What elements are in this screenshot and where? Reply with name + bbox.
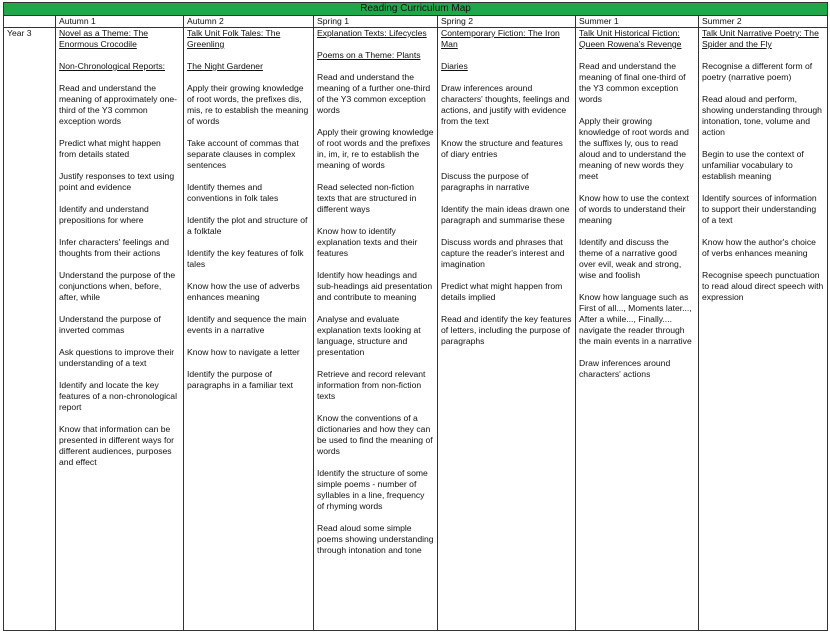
objective-item: Identify how headings and sub-headings aid presentation and contribute to meaning: [317, 270, 433, 302]
objective-item: Ask questions to improve their understanding of a text: [59, 347, 175, 368]
spacer: [317, 61, 434, 72]
corner-cell: [4, 16, 56, 28]
objective-item: Identify the main ideas drawn one paragraph and summarise these: [441, 204, 570, 225]
spacer: [441, 50, 572, 61]
spacer: [441, 72, 572, 83]
spacer: [187, 50, 310, 61]
unit-title: Talk Unit Historical Fiction: Queen Rowena's Revenge: [579, 28, 682, 49]
unit-title: The Night Gardener: [187, 61, 263, 71]
term-cell: [314, 28, 438, 631]
spacer: [579, 50, 695, 61]
term-header: Spring 2: [438, 16, 576, 28]
objective-item: Understand the purpose of inverted commas: [59, 314, 161, 335]
objective-item: Infer characters' feelings and thoughts from their actions: [59, 237, 170, 258]
page-title: Reading Curriculum Map: [4, 3, 828, 16]
objective-item: Draw inferences around characters' thoughts, feelings and actions, and justify with evidence from the text: [441, 83, 570, 126]
objective-item: Identify the key features of folk tales: [187, 248, 304, 269]
term-cell: [438, 28, 576, 631]
objective-item: Know how to navigate a letter: [187, 347, 300, 357]
objective-item: Begin to use the context of unfamiliar vocabulary to establish meaning: [702, 149, 804, 181]
objective-item: Read aloud and perform, showing understanding through intonation, tone, volume and action: [702, 94, 822, 137]
spacer: [59, 50, 180, 61]
objective-item: Identify and sequence the main events in a narrative: [187, 314, 307, 335]
objective-item: Know how to identify explanation texts and their features: [317, 226, 418, 258]
spacer: [317, 39, 434, 50]
unit-title: Talk Unit Narrative Poetry: The Spider and the Fly: [702, 28, 819, 49]
objective-item: Read selected non-fiction texts that are structured in different ways: [317, 182, 417, 214]
title-row: [4, 3, 828, 16]
objective-item: Read and understand the meaning of a further one-third of the Y3 common exception words: [317, 72, 431, 115]
objective-item: Apply their growing knowledge of root words and the prefixes in, im, ir, re to establish the meaning of words: [317, 127, 434, 170]
objective-item: Know how the author's choice of verbs enhances meaning: [702, 237, 816, 258]
objective-item: Know that information can be presented in different ways for different audiences, purposes and effect: [59, 424, 174, 467]
objective-item: Read and understand the meaning of final one-third of the Y3 common exception words: [579, 61, 686, 104]
term-header: Autumn 1: [56, 16, 184, 28]
objective-item: Apply their growing knowledge of root words and the suffixes ly, ous to read aloud and to understand the meaning of new words they meet: [579, 116, 689, 181]
term-cell: [576, 28, 699, 631]
term-header: Autumn 2: [184, 16, 314, 28]
objective-item: Identify the plot and structure of a folktale: [187, 215, 308, 236]
objective-item: Recognise a different form of poetry (narrative poem): [702, 61, 813, 82]
objective-item: Know the conventions of a dictionaries and how they can be used to find the meaning of words: [317, 413, 433, 456]
objective-item: Know the structure and features of diary entries: [441, 138, 563, 159]
spacer: [59, 72, 180, 83]
objective-item: Know how language such as First of all..., Moments later..., After a while..., Finally.... navigate the reader through the main events in a narrative: [579, 292, 692, 346]
curriculum-table: [3, 2, 828, 631]
objective-item: Justify responses to text using point and evidence: [59, 171, 175, 192]
curriculum-map: [3, 2, 827, 631]
unit-title: Poems on a Theme: Plants: [317, 50, 421, 60]
unit-title: Explanation Texts: Lifecycles: [317, 28, 427, 38]
unit-title: Talk Unit Folk Tales: The Greenling: [187, 28, 281, 49]
spacer: [702, 50, 824, 61]
objective-item: Analyse and evaluate explanation texts looking at language, structure and presentation: [317, 314, 421, 357]
unit-title: Non-Chronological Reports:: [59, 61, 166, 71]
year-row: [4, 28, 828, 631]
objective-item: Read aloud some simple poems showing understanding through intonation and tone: [317, 523, 434, 555]
objective-item: Read and understand the meaning of approximately one-third of the Y3 common exception words: [59, 83, 177, 126]
objective-item: Understand the purpose of the conjunctions when, before, after, while: [59, 270, 176, 302]
objective-item: Draw inferences around characters' actions: [579, 358, 671, 379]
objective-item: Take account of commas that separate clauses in complex sentences: [187, 138, 299, 170]
term-cell: [56, 28, 184, 631]
term-header: Spring 1: [314, 16, 438, 28]
objective-item: Retrieve and record relevant information from non-fiction texts: [317, 369, 426, 401]
term-header: Summer 2: [699, 16, 828, 28]
objective-item: Recognise speech punctuation to read aloud direct speech with expression: [702, 270, 824, 302]
objective-item: Discuss the purpose of paragraphs in narrative: [441, 171, 530, 192]
objective-item: Know how the use of adverbs enhances meaning: [187, 281, 300, 302]
unit-title: Novel as a Theme: The Enormous Crocodile: [59, 28, 149, 49]
objective-item: Discuss words and phrases that capture the reader's interest and imagination: [441, 237, 565, 269]
objective-item: Identify the structure of some simple poems - number of syllables in a line, frequency of rhyming words: [317, 468, 428, 511]
year-label: Year 3: [4, 28, 56, 631]
objective-item: Identify and understand prepositions for where: [59, 204, 149, 225]
unit-title: Contemporary Fiction: The Iron Man: [441, 28, 560, 49]
objective-item: Identify and discuss the theme of a narrative good over evil, weak and strong, wise and foolish: [579, 237, 682, 280]
objective-item: Identify themes and conventions in folk tales: [187, 182, 279, 203]
unit-title: Diaries: [441, 61, 468, 71]
term-cell: [699, 28, 828, 631]
objective-item: Identify sources of information to support their understanding of a text: [702, 193, 817, 225]
term-cell: [184, 28, 314, 631]
spacer: [187, 72, 310, 83]
objective-item: Apply their growing knowledge of root words, the prefixes dis, mis, re to establish the meaning of words: [187, 83, 309, 126]
objective-item: Identify the purpose of paragraphs in a familiar text: [187, 369, 294, 390]
objective-item: Predict what might happen from details implied: [441, 281, 563, 302]
objective-item: Identify and locate the key features of a non-chronological report: [59, 380, 178, 412]
objective-item: Read and identify the key features of letters, including the purpose of paragraphs: [441, 314, 572, 346]
term-header-row: [4, 16, 828, 28]
objective-item: Predict what might happen from details stated: [59, 138, 161, 159]
term-header: Summer 1: [576, 16, 699, 28]
objective-item: Know how to use the context of words to understand their meaning: [579, 193, 689, 225]
